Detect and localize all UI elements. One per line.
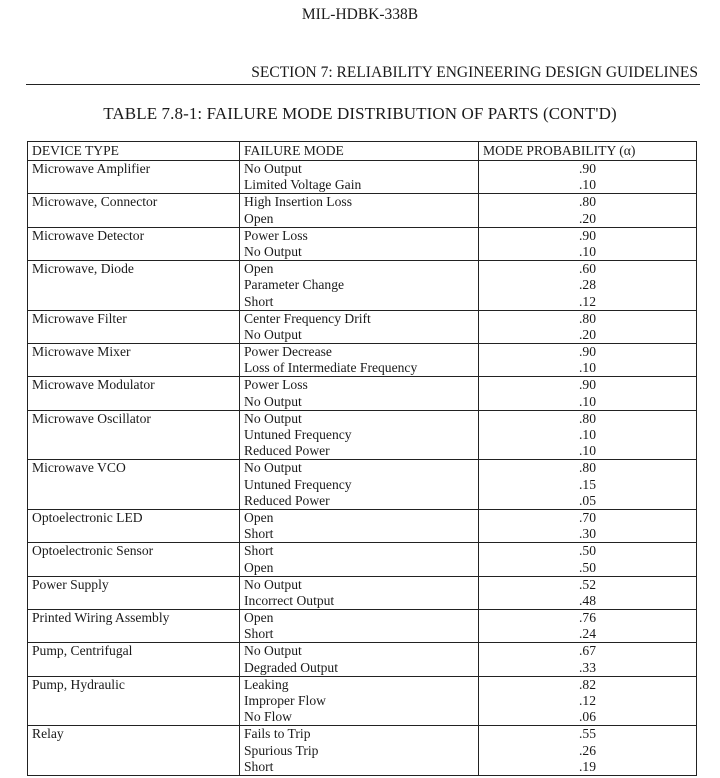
mode-probability: .33 [579, 659, 596, 675]
device-type-cell [28, 344, 240, 377]
device-type: Power Supply [32, 576, 109, 592]
mode-probability: .80 [579, 460, 596, 476]
device-type: Optoelectronic LED [32, 509, 143, 525]
device-type-cell [28, 161, 240, 194]
failure-mode: No Output [244, 326, 302, 342]
failure-mode: Improper Flow [244, 693, 326, 708]
device-type-cell [28, 460, 240, 510]
table-row [28, 543, 697, 576]
device-type-cell [28, 543, 240, 576]
mode-probability: .67 [579, 643, 596, 659]
failure-mode-cell [240, 410, 479, 460]
failure-mode-cell [240, 676, 479, 726]
mode-probability: .15 [579, 476, 596, 492]
mode-probability-cell [479, 410, 697, 460]
failure-mode-cell [240, 543, 479, 576]
table-row [28, 194, 697, 227]
device-type: Printed Wiring Assembly [32, 610, 170, 626]
mode-probability-cell [479, 460, 697, 510]
failure-mode: Incorrect Output [244, 592, 335, 608]
device-type: Microwave, Diode [32, 261, 134, 277]
table-row [28, 261, 697, 311]
mode-probability-cell [479, 643, 697, 676]
failure-mode: Fails to Trip [244, 726, 311, 742]
mode-probability: .90 [579, 344, 596, 360]
mode-probability: .28 [579, 277, 596, 293]
mode-probability-cell [479, 344, 697, 377]
device-type-cell [28, 676, 240, 726]
mode-probability: .06 [579, 709, 596, 725]
failure-mode: Limited Voltage Gain [244, 177, 362, 193]
failure-mode: Reduced Power [244, 443, 330, 459]
table-row [28, 310, 697, 343]
mode-probability: .90 [579, 377, 596, 393]
mode-probability-cell [479, 543, 697, 576]
column-header-device-type: DEVICE TYPE [28, 142, 240, 161]
failure-mode: Open [244, 210, 274, 226]
failure-mode: Untuned Frequency [244, 427, 352, 442]
mode-probability-cell [479, 194, 697, 227]
mode-probability: .50 [579, 543, 596, 559]
failure-mode-cell [240, 377, 479, 410]
table-row [28, 509, 697, 542]
failure-mode: No Output [244, 243, 302, 259]
section-rule [26, 84, 700, 85]
mode-probability: .80 [579, 410, 596, 426]
failure-mode: Power Loss [244, 377, 308, 393]
device-type-cell [28, 261, 240, 311]
mode-probability-cell [479, 726, 697, 776]
mode-probability-cell [479, 610, 697, 643]
table-row [28, 676, 697, 726]
device-type: Microwave Mixer [32, 344, 131, 360]
device-type: Pump, Centrifugal [32, 643, 133, 659]
failure-mode-cell [240, 460, 479, 510]
failure-mode: Open [244, 261, 274, 277]
mode-probability: .52 [579, 576, 596, 592]
device-type: Optoelectronic Sensor [32, 543, 154, 559]
failure-mode: Leaking [244, 676, 289, 692]
table-row [28, 161, 697, 194]
mode-probability: .26 [579, 742, 596, 758]
failure-mode: Parameter Change [244, 277, 345, 293]
failure-mode: Degraded Output [244, 659, 338, 675]
failure-mode-cell [240, 726, 479, 776]
failure-mode: Short [244, 758, 274, 774]
device-type: Microwave Modulator [32, 377, 155, 393]
mode-probability-cell [479, 576, 697, 609]
section-title: SECTION 7: RELIABILITY ENGINEERING DESIGN GUIDELINES [251, 64, 698, 81]
table-title: TABLE 7.8-1: FAILURE MODE DISTRIBUTION OF PARTS (CONT'D) [103, 104, 617, 123]
column-header-mode-probability: MODE PROBABILITY (α) [479, 142, 697, 161]
failure-mode-cell [240, 227, 479, 260]
mode-probability-cell [479, 310, 697, 343]
device-type-cell [28, 377, 240, 410]
mode-probability-cell [479, 377, 697, 410]
mode-probability: .12 [579, 693, 596, 708]
mode-probability: .10 [579, 177, 596, 193]
device-type: Microwave Amplifier [32, 161, 151, 176]
failure-mode-cell [240, 610, 479, 643]
mode-probability: .10 [579, 443, 596, 459]
mode-probability: .20 [579, 210, 596, 226]
device-type-cell [28, 576, 240, 609]
device-type-cell [28, 610, 240, 643]
device-type: Microwave Detector [32, 227, 145, 243]
failure-mode: No Output [244, 410, 302, 426]
mode-probability: .10 [579, 243, 596, 259]
table-row [28, 410, 697, 460]
device-type: Microwave Oscillator [32, 410, 151, 426]
table-body [28, 161, 697, 776]
mode-probability: .05 [579, 492, 596, 508]
mode-probability-cell [479, 261, 697, 311]
mode-probability: .76 [579, 610, 596, 626]
failure-mode: Open [244, 509, 274, 525]
failure-mode-cell [240, 194, 479, 227]
mode-probability: .90 [579, 161, 596, 176]
mode-probability: .70 [579, 509, 596, 525]
failure-mode: No Output [244, 393, 302, 409]
failure-mode-cell [240, 310, 479, 343]
device-type-cell [28, 194, 240, 227]
failure-mode-cell [240, 161, 479, 194]
device-type-cell [28, 643, 240, 676]
failure-mode: Short [244, 626, 274, 642]
failure-mode: Open [244, 559, 274, 575]
failure-mode: Short [244, 526, 274, 542]
table-row [28, 576, 697, 609]
failure-mode: High Insertion Loss [244, 194, 352, 210]
failure-mode: Power Decrease [244, 344, 332, 360]
device-type: Microwave VCO [32, 460, 126, 476]
failure-mode: No Output [244, 161, 302, 176]
device-type-cell [28, 227, 240, 260]
mode-probability: .30 [579, 526, 596, 542]
table-row [28, 460, 697, 510]
device-type: Microwave, Connector [32, 194, 158, 210]
mode-probability: .80 [579, 310, 596, 326]
mode-probability: .60 [579, 261, 596, 277]
column-header-failure-mode: FAILURE MODE [240, 142, 479, 161]
mode-probability: .90 [579, 227, 596, 243]
failure-mode: Center Frequency Drift [244, 310, 371, 326]
failure-mode: Untuned Frequency [244, 476, 352, 492]
device-type-cell [28, 310, 240, 343]
mode-probability: .10 [579, 427, 596, 442]
device-type-cell [28, 726, 240, 776]
failure-mode-cell [240, 643, 479, 676]
failure-mode: Reduced Power [244, 492, 330, 508]
mode-probability-cell [479, 509, 697, 542]
failure-mode: No Flow [244, 709, 292, 725]
table-row [28, 377, 697, 410]
mode-probability: .20 [579, 326, 596, 342]
table-header-row [28, 142, 697, 161]
failure-mode-cell [240, 344, 479, 377]
mode-probability: .24 [579, 626, 596, 642]
failure-mode: Short [244, 543, 274, 559]
table-row [28, 344, 697, 377]
table-row [28, 726, 697, 776]
failure-mode: Short [244, 293, 274, 309]
table-row [28, 643, 697, 676]
mode-probability: .19 [579, 758, 596, 774]
device-type: Microwave Filter [32, 310, 127, 326]
device-type-cell [28, 509, 240, 542]
mode-probability: .10 [579, 393, 596, 409]
mode-probability: .55 [579, 726, 596, 742]
document-id: MIL-HDBK-338B [301, 6, 419, 23]
device-type: Relay [32, 726, 64, 742]
failure-mode: Spurious Trip [244, 742, 319, 758]
failure-mode: No Output [244, 460, 302, 476]
device-type: Pump, Hydraulic [32, 676, 125, 692]
failure-mode-cell [240, 576, 479, 609]
table-row [28, 227, 697, 260]
mode-probability-cell [479, 676, 697, 726]
failure-mode: Loss of Intermediate Frequency [244, 360, 418, 376]
mode-probability: .80 [579, 194, 596, 210]
mode-probability: .12 [579, 293, 596, 309]
failure-mode-cell [240, 261, 479, 311]
mode-probability: .50 [579, 559, 596, 575]
mode-probability-cell [479, 161, 697, 194]
device-type-cell [28, 410, 240, 460]
table-row [28, 610, 697, 643]
mode-probability: .82 [579, 676, 596, 692]
mode-probability: .10 [579, 360, 596, 376]
failure-mode-table [27, 141, 697, 776]
failure-mode: Open [244, 610, 274, 626]
mode-probability-cell [479, 227, 697, 260]
failure-mode: Power Loss [244, 227, 308, 243]
failure-mode: No Output [244, 576, 302, 592]
mode-probability: .48 [579, 592, 596, 608]
failure-mode: No Output [244, 643, 302, 659]
failure-mode-cell [240, 509, 479, 542]
